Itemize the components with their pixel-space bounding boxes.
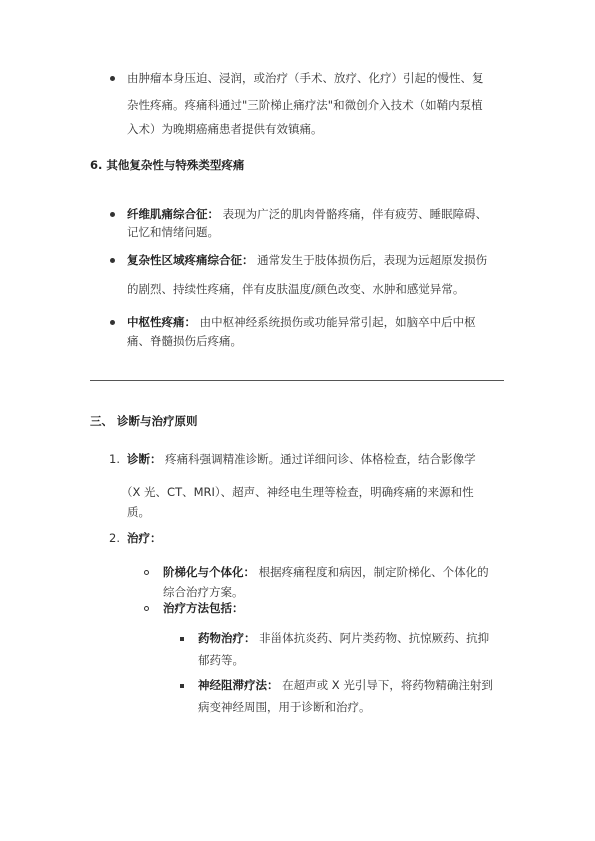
paragraph-line: 由肿瘤本身压迫、浸润，或治疗（手术、放疗、化疗）引起的慢性、复 (127, 71, 484, 85)
item-text: 表现为广泛的肌肉骨骼疼痛，伴有疲劳、睡眠障碍、 (219, 207, 488, 221)
paragraph-line: 入术）为晚期癌痛患者提供有效镇痛。 (127, 122, 323, 136)
horizontal-divider (90, 380, 504, 381)
item-term: 阶梯化与个体化： (163, 565, 255, 579)
item-term: 治疗方法包括： (163, 601, 244, 615)
sub-sub-list-item (198, 630, 489, 646)
item-text: 疼痛科强调精准诊断。通过详细问诊、体格检查，结合影像学 (161, 452, 476, 466)
paragraph-line: 痛、脊髓损伤后疼痛。 (127, 334, 242, 348)
item-text: 通常发生于肢体损伤后，表现为远超原发损伤 (253, 253, 488, 267)
hollow-bullet (144, 606, 149, 611)
item-text: 非甾体抗炎药、阿片类药物、抗惊厥药、抗抑 (255, 631, 490, 645)
item-text: 在超声或 X 光引导下，将药物精确注射到 (278, 678, 493, 692)
paragraph-line: 记忆和情绪问题。 (127, 225, 219, 239)
square-bullet (180, 684, 184, 688)
item-text: 由中枢神经系统损伤或功能异常引起，如脑卒中后中枢 (196, 315, 476, 329)
sub-list-item (163, 564, 489, 580)
item-term: 纤维肌痛综合征： (127, 207, 219, 221)
bullet-dot (110, 258, 115, 263)
paragraph-line: 郁药等。 (198, 653, 244, 667)
paragraph-line: （X 光、CT、MRI）、超声、神经电生理等检查，明确疼痛的来源和性 (121, 485, 474, 499)
bullet-dot (110, 320, 115, 325)
list-item (127, 314, 476, 330)
item-term: 复杂性区域疼痛综合征： (127, 253, 254, 267)
list-number: 2. (109, 531, 120, 545)
paragraph-line: 杂性疼痛。疼痛科通过"三阶梯止痛疗法"和微创介入技术（如鞘内泵植 (127, 98, 483, 112)
item-term: 诊断： (127, 452, 162, 466)
sub-list-item (163, 600, 244, 616)
paragraph-line: 质。 (127, 505, 150, 519)
item-term: 治疗： (127, 531, 162, 545)
list-number: 1. (109, 452, 120, 466)
paragraph-line: 综合治疗方案。 (163, 585, 244, 599)
list-item (127, 451, 476, 467)
bullet-dot (110, 76, 115, 81)
sub-sub-list-item (198, 677, 493, 693)
section-heading: 6. 其他复杂性与特殊类型疼痛 (90, 158, 245, 172)
list-item (127, 252, 487, 268)
section-heading: 三、 诊断与治疗原则 (90, 414, 198, 428)
item-term: 神经阻滞疗法： (198, 678, 279, 692)
square-bullet (180, 637, 184, 641)
list-item (127, 206, 487, 222)
paragraph-line: 的剧烈、持续性疼痛，伴有皮肤温度/颜色改变、水肿和感觉异常。 (127, 282, 465, 296)
bullet-dot (110, 212, 115, 217)
item-term: 药物治疗： (198, 631, 256, 645)
item-text: 根据疼痛程度和病因，制定阶梯化、个体化的 (255, 565, 489, 579)
list-item (127, 530, 162, 546)
item-term: 中枢性疼痛： (127, 315, 196, 329)
paragraph-line: 病变神经周围，用于诊断和治疗。 (198, 700, 371, 714)
hollow-bullet (144, 570, 149, 575)
